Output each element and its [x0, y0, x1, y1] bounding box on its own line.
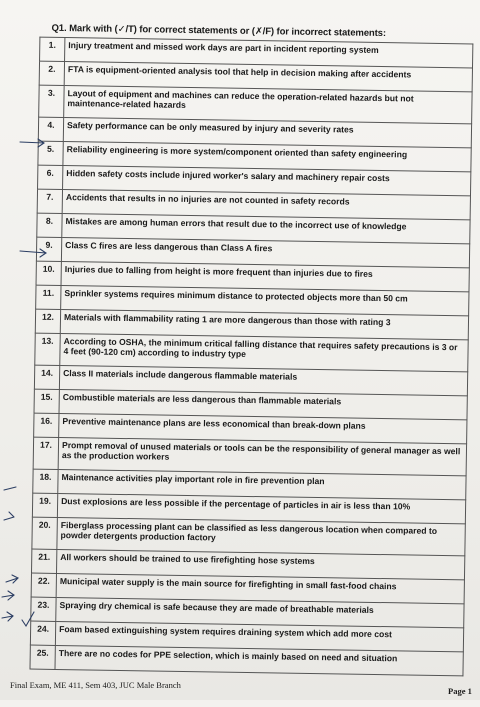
arrow-mark-icon — [4, 487, 16, 490]
statement-text: Injury treatment and missed work days are part in incident reporting system — [65, 38, 473, 68]
statement-text: Safety performance can be only measured by injury and severity rates — [63, 118, 471, 148]
statement-number: 20. — [32, 517, 57, 549]
statement-text: According to OSHA, the minimum critical falling distance that requires safety precautions is 3 or 4 feet (90-120 cm) according to industry type — [60, 333, 468, 371]
statement-number: 11. — [36, 285, 61, 309]
statement-text: Materials with flammability rating 1 are more dangerous than those with rating 3 — [60, 309, 468, 339]
statement-number: 4. — [38, 117, 63, 141]
arrow-mark-icon — [2, 612, 13, 621]
statement-text: Maintenance activities play important role in fire prevention plan — [58, 469, 466, 499]
arrow-mark-icon — [20, 139, 44, 147]
statement-number: 18. — [33, 469, 58, 493]
statement-number: 21. — [32, 549, 57, 573]
statement-number: 24. — [30, 621, 55, 645]
statement-number: 14. — [34, 365, 59, 389]
check-mark-icon — [22, 612, 34, 626]
statement-number: 3. — [39, 85, 64, 117]
statement-text: Hidden safety costs include injured worker's salary and machinery repair costs — [63, 166, 471, 196]
statement-text: FTA is equipment-oriented analysis tool that help in decision making after accidents — [64, 62, 472, 92]
statement-number: 2. — [39, 61, 64, 85]
statement-text: Prompt removal of unused materials or tools can be the responsibility of general manager as well as the production workers — [58, 437, 466, 475]
statement-number: 15. — [34, 389, 59, 413]
statement-number: 23. — [31, 597, 56, 621]
statement-text: Sprinkler systems requires minimum distance to protected objects more than 50 cm — [61, 285, 469, 315]
arrow-mark-icon — [4, 512, 14, 520]
question-title: Q1. Mark with (✓/T) for correct statements or (✗/F) for incorrect statements: — [51, 22, 387, 40]
statement-text: Dust explosions are less possible if the percentage of particles in air is less than 10% — [57, 493, 465, 523]
statement-text: Combustible materials are less dangerous than flammable materials — [59, 389, 467, 419]
statement-text: All workers should be trained to use firefighting hose systems — [56, 549, 464, 579]
statement-number: 7. — [37, 189, 62, 213]
statement-text: Class C fires are less dangerous than Class A fires — [61, 237, 469, 267]
statement-text: There are no codes for PPE selection, which is mainly based on need and situation — [55, 645, 463, 675]
statement-text: Foam based extinguishing system requires draining system which add more cost — [55, 621, 463, 651]
arrow-mark-icon — [20, 249, 46, 257]
statement-text: Municipal water supply is the main source for firefighting in small fast-food chains — [56, 573, 464, 603]
statement-number: 10. — [36, 261, 61, 285]
statement-text: Class II materials include dangerous flammable materials — [59, 365, 467, 395]
arrow-mark-icon — [6, 575, 18, 583]
statement-number: 6. — [38, 165, 63, 189]
arrow-mark-icon — [2, 591, 14, 600]
statement-number: 1. — [40, 37, 65, 61]
statement-text: Reliability engineering is more system/component oriented than safety engineering — [63, 142, 471, 172]
footer-course: Final Exam, ME 411, Sem 403, JUC Male Branch — [10, 680, 181, 690]
statement-text: Mistakes are among human errors that result due to the incorrect use of knowledge — [62, 214, 470, 244]
statement-number: 5. — [38, 141, 63, 165]
statement-number: 9. — [36, 237, 61, 261]
footer-page-number: Page 1 — [448, 686, 472, 696]
statement-number: 22. — [31, 573, 56, 597]
statement-number: 25. — [30, 645, 55, 669]
statement-text: Fiberglass processing plant can be classified as less dangerous location when compared to powder detergents production factory — [57, 517, 465, 555]
statement-text: Layout of equipment and machines can reduce the operation-related hazards but not maintenance-related hazards — [64, 86, 472, 124]
statement-text: Preventive maintenance plans are less economical than break-down plans — [59, 413, 467, 443]
statement-number: 19. — [32, 493, 57, 517]
statement-text: Spraying dry chemical is safe because they are made of breathable materials — [56, 597, 464, 627]
statement-number: 13. — [35, 333, 60, 365]
statement-number: 16. — [34, 413, 59, 437]
statement-text: Injuries due to falling from height is more frequent than injuries due to fires — [61, 261, 469, 291]
statement-number: 17. — [33, 437, 58, 469]
statement-text: Accidents that results in no injuries are not counted in safety records — [62, 190, 470, 220]
statement-number: 8. — [37, 213, 62, 237]
statement-number: 12. — [35, 309, 60, 333]
